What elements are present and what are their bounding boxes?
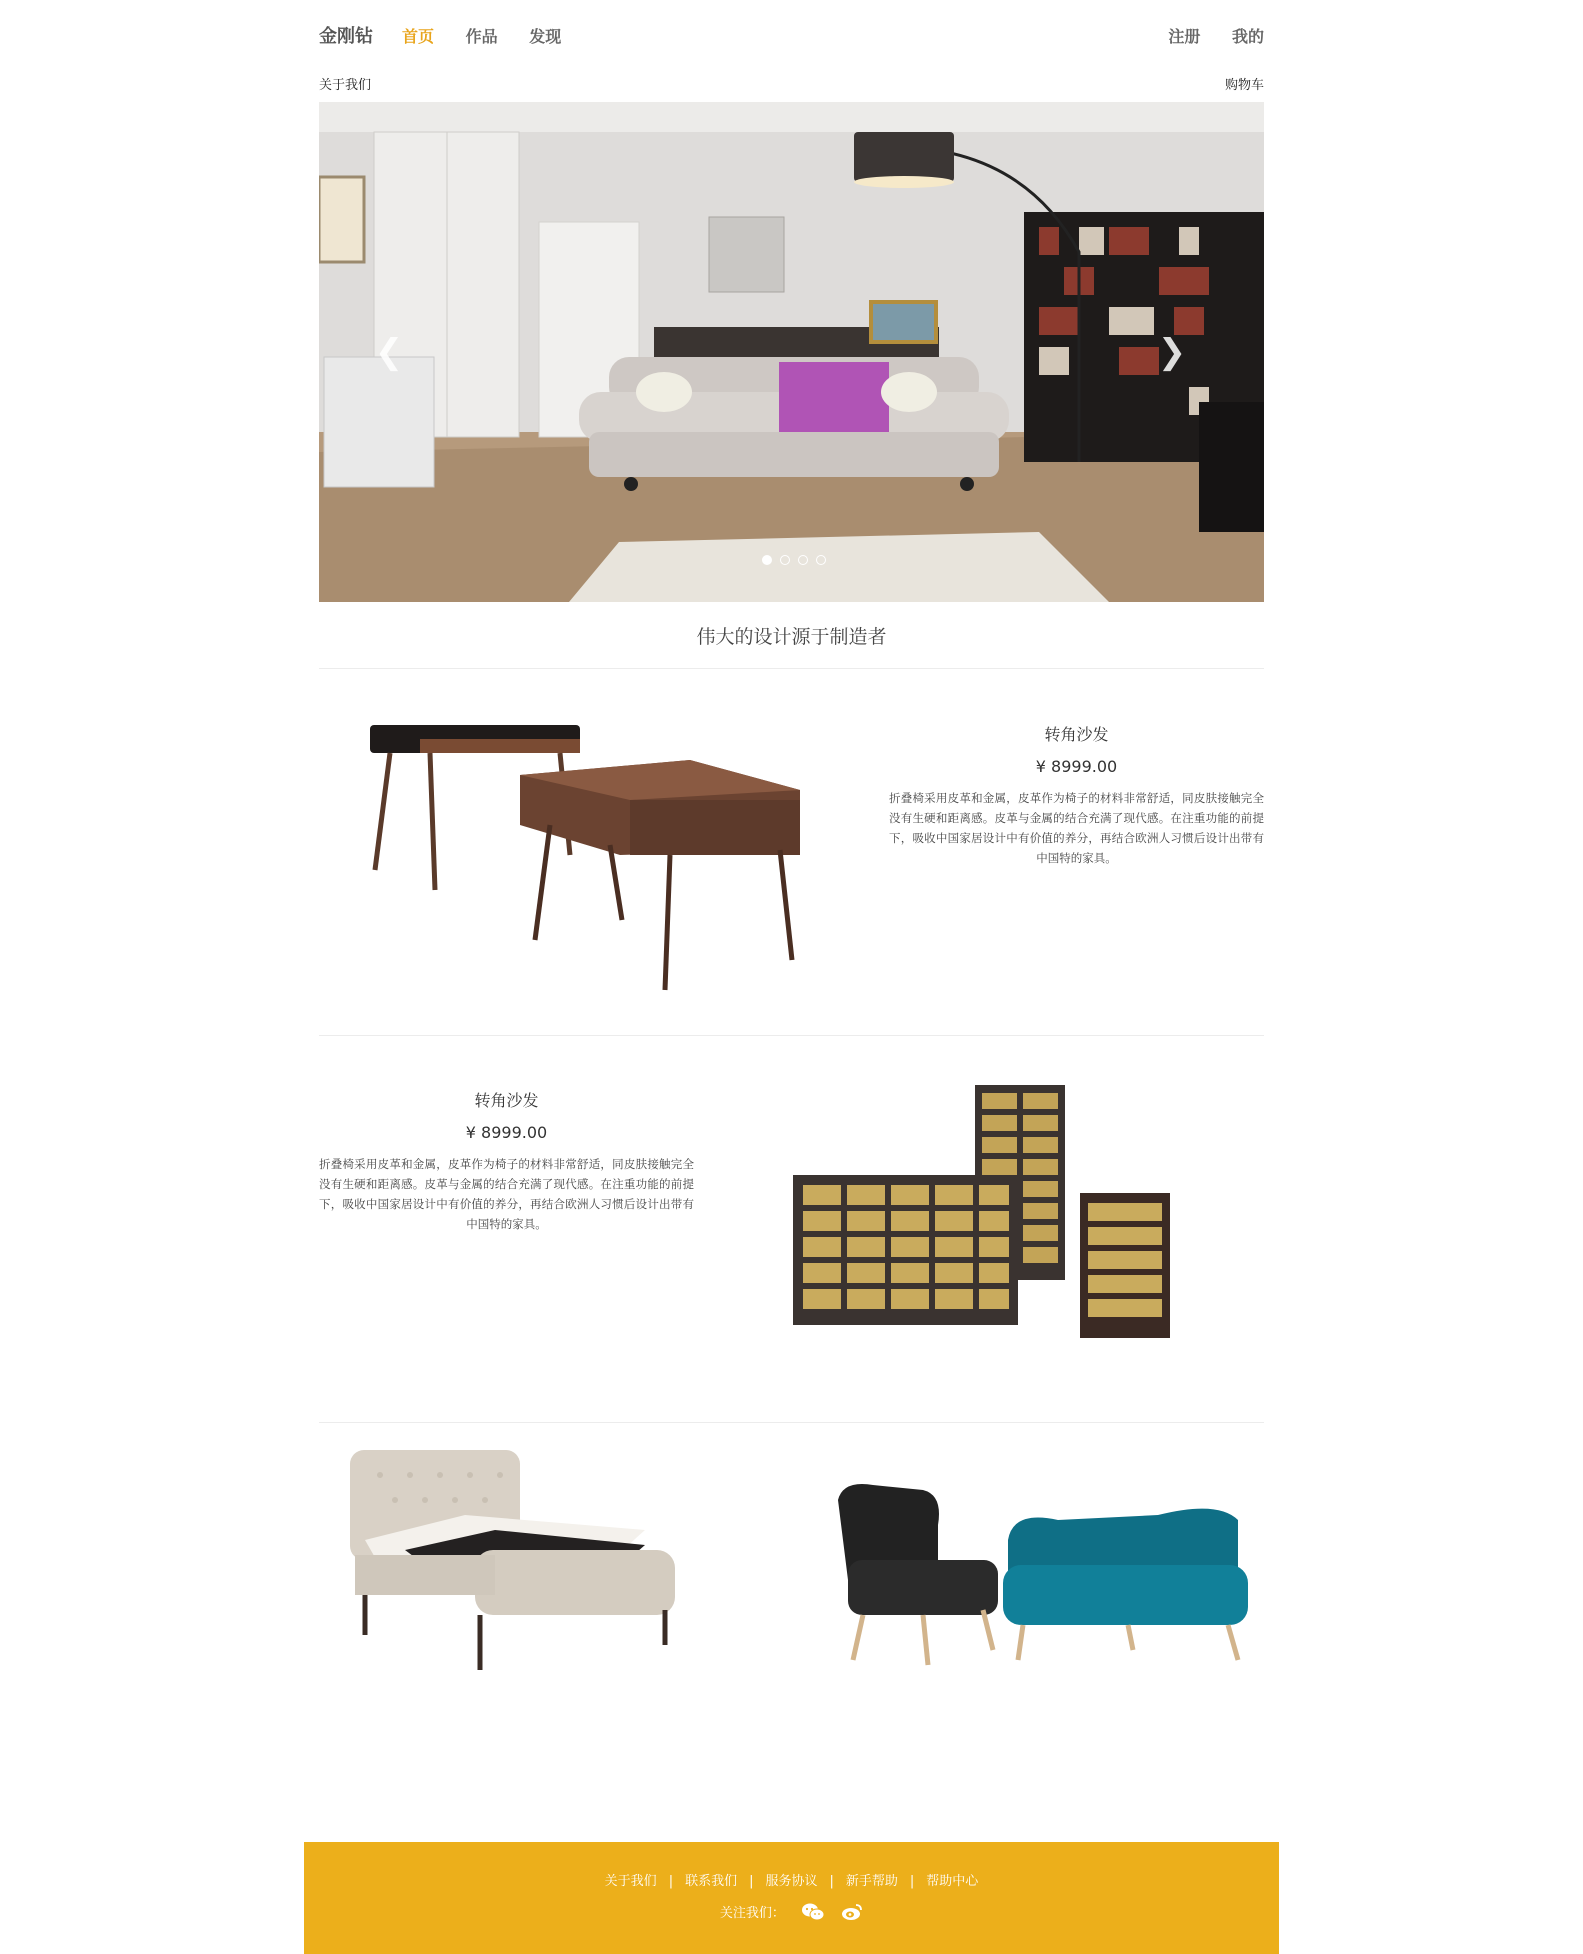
wechat-icon[interactable]	[801, 1903, 825, 1925]
tagline: 伟大的设计源于制造者	[696, 626, 887, 648]
footer-link-terms[interactable]: 服务协议	[765, 1874, 818, 1889]
main-nav-links	[402, 24, 587, 47]
product-image-brass-drawer-cabinets[interactable]	[785, 1085, 1185, 1375]
top-nav	[319, 22, 1264, 52]
user-nav-links	[1142, 24, 1264, 47]
footer-separator: |	[909, 1874, 915, 1889]
living-room-photo	[319, 102, 1264, 602]
follow-label: 关注我们：	[719, 1906, 785, 1921]
footer-link-contact[interactable]: 联系我们	[685, 1874, 738, 1889]
product-title[interactable]: 转角沙发	[474, 1091, 539, 1110]
footer-separator: |	[668, 1874, 674, 1889]
carousel-next-button[interactable]	[1152, 332, 1192, 372]
weibo-icon[interactable]	[841, 1903, 863, 1925]
product-description: 折叠椅采用皮革和金属，皮革作为椅子的材料非常舒适，同皮肤接触完全没有生硬和距离感。皮革与金属的结合充满了现代感。在注重功能的前提下，吸收中国家居设计中有价值的养分，再结合欧洲人习惯后设计出带有中国特的家具。	[889, 791, 1264, 865]
chevron-right-icon: ❯	[1157, 332, 1187, 372]
about-us-link[interactable]: 关于我们	[319, 78, 372, 93]
product-image-walnut-desks[interactable]	[360, 715, 820, 1005]
carousel-indicators	[762, 550, 829, 562]
nav-item-discover[interactable]: 发现	[529, 27, 562, 46]
footer-link-help-center[interactable]: 帮助中心	[926, 1874, 979, 1889]
carousel-prev-button[interactable]	[369, 332, 409, 372]
product-price: ¥ 8999.00	[465, 1123, 548, 1142]
nav-item-home[interactable]: 首页	[402, 27, 435, 46]
nav-item-register[interactable]: 注册	[1168, 27, 1201, 46]
footer-separator: |	[749, 1874, 754, 1889]
footer-link-newbie-help[interactable]: 新手帮助	[845, 1874, 898, 1889]
cart-link[interactable]: 购物车	[1224, 78, 1264, 93]
footer-links	[304, 1870, 1279, 1889]
footer-link-about[interactable]: 关于我们	[604, 1874, 657, 1889]
brand-logo[interactable]: 金刚钻	[319, 26, 373, 47]
carousel-dot[interactable]	[762, 555, 772, 565]
product-image-upholstered-bed[interactable]	[345, 1445, 695, 1680]
product-image-armchair-and-sofa[interactable]	[828, 1480, 1248, 1710]
divider	[319, 1035, 1264, 1036]
hero-carousel	[319, 102, 1264, 602]
follow-us	[304, 1902, 1279, 1925]
nav-item-works[interactable]: 作品	[465, 27, 498, 46]
product-info	[889, 722, 1264, 868]
product-price: ¥ 8999.00	[1035, 757, 1118, 776]
divider	[319, 668, 1264, 669]
footer-separator: |	[829, 1874, 834, 1889]
product-info	[319, 1088, 694, 1234]
nav-item-mine[interactable]: 我的	[1231, 27, 1264, 46]
product-description: 折叠椅采用皮革和金属，皮革作为椅子的材料非常舒适，同皮肤接触完全没有生硬和距离感。皮革与金属的结合充满了现代感。在注重功能的前提下，吸收中国家居设计中有价值的养分，再结合欧洲人习惯后设计出带有中国特的家具。	[319, 1157, 694, 1231]
product-title[interactable]: 转角沙发	[1044, 725, 1109, 744]
chevron-left-icon: ❮	[374, 332, 404, 372]
site-footer	[304, 1842, 1279, 1954]
divider	[319, 1422, 1264, 1423]
